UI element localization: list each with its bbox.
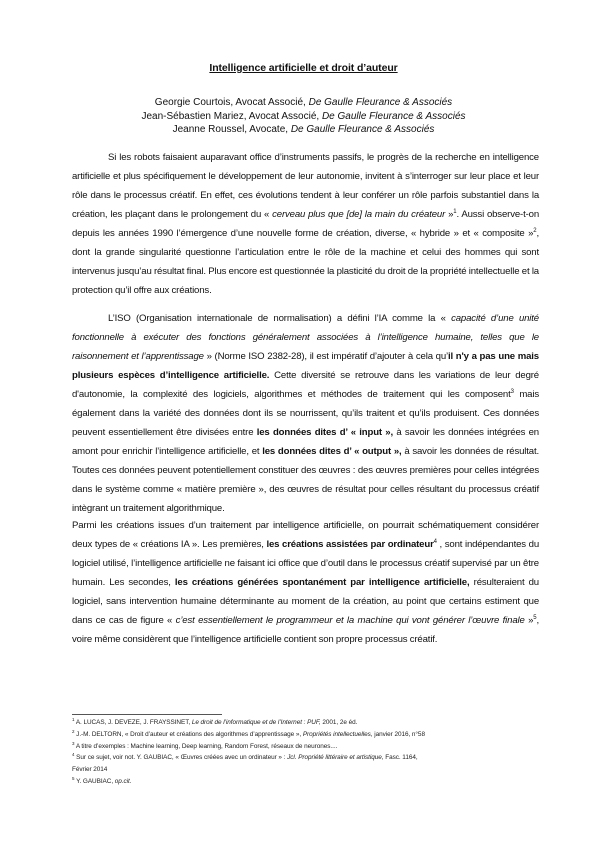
footnote-ref-4[interactable]: 4 xyxy=(433,538,437,545)
text-run: à savoir les données intégrées en amont pour enrichir l’intelligence artificielle, et xyxy=(72,427,539,457)
footnote-4 xyxy=(72,752,542,764)
author-firm: De Gaulle Fleurance & Associés xyxy=(290,124,435,135)
paragraph-3 xyxy=(72,516,539,649)
author-name: Georgie Courtois, Avocat Associé, xyxy=(154,97,309,108)
text-run: Parmi les créations issues d’un traitement par intelligence artificielle, on pourrait schématiquement considérer deux types de « créations IA ». Les premières, xyxy=(72,520,539,550)
footnote-italic: Jcl. Propriété littéraire et artistique, xyxy=(287,754,384,762)
author-name: Jean-Sébastien Mariez, Avocat Associé, xyxy=(141,110,322,122)
author-list xyxy=(0,96,607,137)
author-firm: De Gaulle Fleurance & Associés xyxy=(321,110,466,122)
bold-text: les données dites d’ « output », xyxy=(262,446,402,457)
text-run: . Aussi observe-t-on depuis les années 1990 l’émergence d’une nouvelle forme de création, diverse, « hybride » et « composite » xyxy=(72,209,539,239)
footnote-italic: Propriétés intellectuelles, xyxy=(302,730,373,738)
footnotes xyxy=(72,717,542,788)
text-run: » (Norme ISO 2382-28), il est impératif d’ajouter à cela qu’ xyxy=(203,351,448,362)
italic-quote: cerveau plus que [de] la main du créateur xyxy=(272,209,446,220)
text-run: , dont la grande singularité questionne l’articulation entre le rôle de la machine et celui des hommes qui sont intervenus jusqu’au résultat final. Plus encore est questionnée la plasticité du droit de la propriété intellectuelle et la protection qu’il offre aux créations. xyxy=(72,228,539,296)
footnote-3 xyxy=(72,741,542,753)
footnote-text: A titre d’exemples : Machine learning, Deep learning, Random Forest, réseaux de neurones.... xyxy=(74,742,338,750)
footnote-ref-5[interactable]: 5 xyxy=(533,614,537,621)
italic-quote: c’est essentiellement le programmeur et la machine qui vont générer l’œuvre finale xyxy=(175,615,525,626)
footnote-ref-1[interactable]: 1 xyxy=(453,208,457,215)
footnote-separator xyxy=(72,714,222,715)
paragraph-1 xyxy=(72,148,539,300)
text-run: à savoir les données de résultat. Toutes ces données peuvent potentiellement constituer des œuvres : des œuvres premières pour celles intégrées dans le système comme « matière première », des œuvres de résultat pour celles résultant du processus créatif intègrant un traitement algorithmique. xyxy=(72,446,539,514)
author-line xyxy=(0,110,607,124)
footnote-number: 2 xyxy=(72,728,75,734)
italic-quote: capacité d’une unité fonctionnelle à exécuter des fonctions généralement associées à l’intelligence humaine, telles que le raisonnement et l’apprentissage xyxy=(72,313,539,362)
footnote-italic: op.cit. xyxy=(114,777,132,785)
text-run: , voire même considèrent que l’intelligence artificielle contient son propre processus créatif. xyxy=(72,615,539,645)
footnote-text: janvier 2016, n°58 xyxy=(372,730,425,738)
text-run: mais également dans la variété des données dont ils se nourrissent, qu’ils traitent et qu’ils produisent. Ces données peuvent essentiellement être divisées entre xyxy=(72,389,539,438)
author-line xyxy=(0,96,607,110)
footnote-number: 4 xyxy=(72,752,75,758)
bold-text: les créations générées spontanément par intelligence artificielle, xyxy=(174,577,470,588)
text-run: Cette diversité se retrouve dans les variations de leur degré d'autonomie, la complexité des logiciels, algorithmes et méthodes de traitement qui les composent xyxy=(72,370,539,400)
footnote-text: Sur ce sujet, voir not. Y. GAUBIAC, « Œuvres créées avec un ordinateur » : xyxy=(74,754,288,762)
bold-text: les données dites d’ « input », xyxy=(256,427,393,438)
footnote-text: 2001, 2e éd. xyxy=(320,719,358,726)
footnote-text: Février 2014 xyxy=(72,766,108,774)
footnote-number: 5 xyxy=(72,775,75,781)
footnote-text: Y. GAUBIAC, xyxy=(74,777,115,785)
footnote-number: 1 xyxy=(72,716,75,722)
document-title: Intelligence artificielle et droit d’auteur xyxy=(209,62,398,74)
author-firm: De Gaulle Fleurance & Associés xyxy=(308,97,453,108)
footnote-1 xyxy=(72,717,542,729)
footnote-ref-2[interactable]: 2 xyxy=(533,227,537,234)
footnote-4-continued xyxy=(72,764,542,776)
bold-text: les créations assistées par ordinateur xyxy=(266,539,434,550)
bold-text: il n'y a pas une mais plusieurs espèces d’intelligence artificielle. xyxy=(72,351,539,381)
footnote-number: 3 xyxy=(72,740,75,746)
footnote-ref-3[interactable]: 3 xyxy=(510,388,514,395)
text-run: Si les robots faisaient auparavant office d’instruments passifs, le progrès de la recherche en intelligence artificielle et plus spécifiquement le développement de leur autonomie, invitent à s’interroger sur leur place et leur rôle dans le processus créatif. En effet, ces évolutions tendent à leur conférer un rôle parfois substantiel dans la création, les plaçant dans le prolongement du « xyxy=(72,152,539,220)
author-name: Jeanne Roussel, Avocate, xyxy=(172,124,291,135)
author-line xyxy=(0,123,607,137)
text-run: L’ISO (Organisation internationale de normalisation) a défini l’IA comme la « xyxy=(108,313,452,324)
footnote-text: Fasc. 1164, xyxy=(383,754,418,762)
text-run: » xyxy=(524,615,534,626)
footnote-5 xyxy=(72,776,542,788)
text-run: résulteraient du logiciel, sans intervention humaine déterminante au moment de la création, au point que certains estiment que dans ce cas de figure « xyxy=(72,577,539,626)
text-run: » xyxy=(445,209,454,220)
text-run: , sont indépendantes du logiciel utilisé, l’intelligence artificielle ne faisant ici office que d’outil dans le processus créatif supervisé par un être humain. Les secondes, xyxy=(72,539,540,588)
footnote-text: J.-M. DELTORN, « Droit d’auteur et créations des algorithmes d’apprentissage », xyxy=(74,730,303,738)
footnote-2 xyxy=(72,729,542,741)
footnote-text: A. LUCAS, J. DEVEZE, J. FRAYSSINET, xyxy=(74,719,192,726)
footnote-italic: Le droit de l’informatique et de l’Internet : PUF, xyxy=(191,719,321,726)
paragraph-2 xyxy=(72,309,539,518)
